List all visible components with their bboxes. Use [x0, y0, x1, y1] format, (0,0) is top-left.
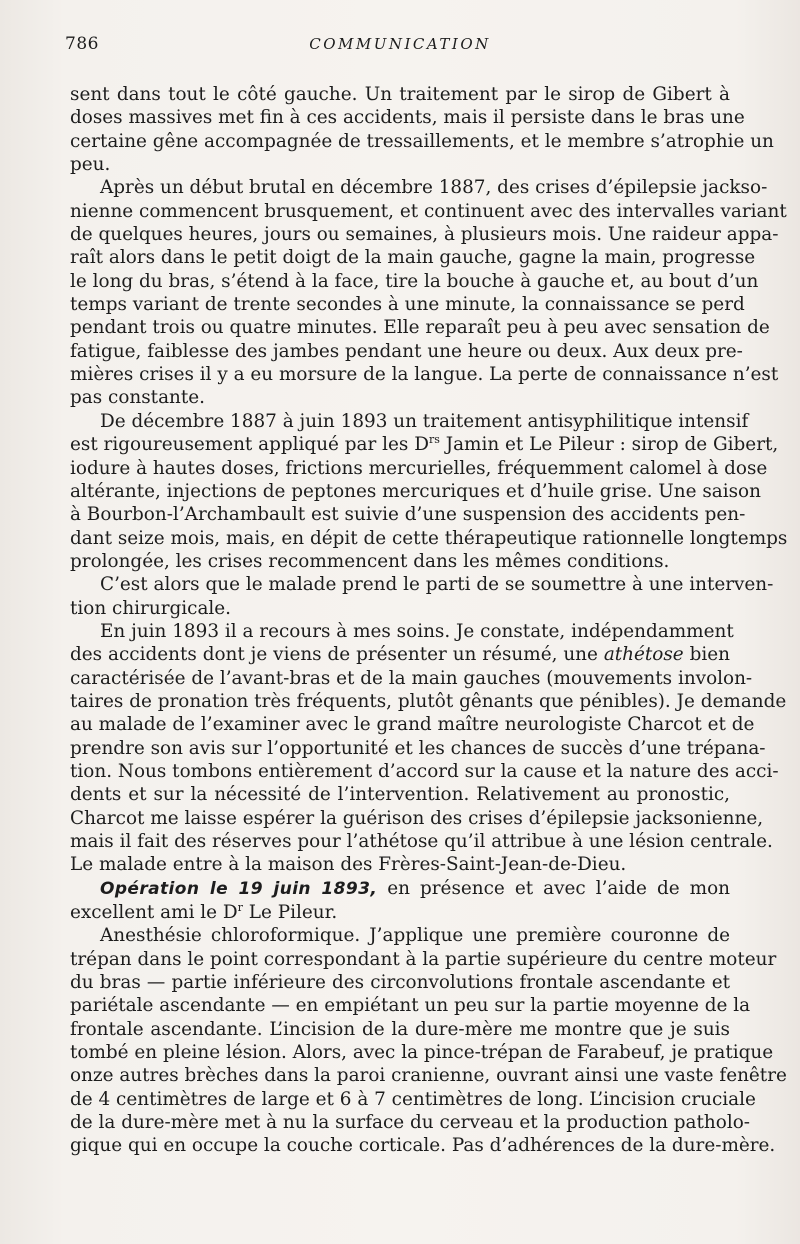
text-line — [70, 643, 730, 666]
text-line: du bras — partie inférieure des circonvolutions frontale ascendante et — [70, 972, 730, 994]
text-line — [70, 877, 730, 901]
text-fragment: des accidents dont je viens de présenter un résumé, une — [70, 644, 604, 666]
paragraph-1 — [70, 83, 774, 176]
text-fragment: bien — [683, 644, 730, 666]
text-line: Après un début brutal en décembre 1887, des crises d’épilepsie jackso- — [100, 177, 768, 199]
text-line: fatigue, faiblesse des jambes pendant une heure ou deux. Aux deux pre- — [70, 340, 743, 362]
paragraph-3 — [70, 410, 788, 573]
text-line: Anesthésie chloroformique. J’applique une première couronne de — [100, 925, 730, 947]
text-line: pariétale ascendante — en empiétant un peu sur la partie moyenne de la — [70, 995, 751, 1017]
text-line: En juin 1893 il a recours à mes soins. Je constate, indépendamment — [100, 620, 734, 642]
text-line: doses massives met fin à ces accidents, mais il persiste dans le bras une — [70, 107, 745, 129]
superscript: r — [237, 900, 243, 914]
text-line: à Bourbon-l’Archambault est suivie d’une suspension des accidents pen- — [70, 504, 746, 526]
text-line: de 4 centimètres de large et 6 à 7 centimètres de long. L’incision cruciale — [70, 1088, 756, 1110]
text-line: peu. — [70, 154, 111, 176]
text-line: iodure à hautes doses, frictions mercurielles, fréquemment calomel à dose — [70, 457, 768, 479]
text-line: nienne commencent brusquement, et continuent avec des intervalles variant — [70, 200, 787, 222]
running-title: COMMUNICATION — [309, 35, 491, 53]
text-line — [70, 433, 779, 456]
text-line: trépan dans le point correspondant à la partie supérieure du centre moteur — [70, 948, 777, 970]
text-line: raît alors dans le petit doigt de la main gauche, gagne la main, progresse — [70, 247, 756, 269]
text-line: temps variant de trente secondes à une minute, la connaissance se perd — [70, 294, 745, 316]
text-line: le long du bras, s’étend à la face, tire la bouche à gauche et, au bout d’un — [70, 270, 759, 292]
page-number: 786 — [65, 34, 99, 54]
text-line: taires de pronation très fréquents, plutôt gênants que pénibles). Je demande — [70, 690, 787, 712]
paragraph-4 — [70, 573, 774, 620]
text-line: caractérisée de l’avant-bras et de la main gauches (mouvements involon- — [70, 667, 753, 689]
text-line: dents et sur la nécessité de l’intervention. Relativement au pronostic, — [70, 784, 730, 806]
text-line: frontale ascendante. L’incision de la dure-mère me montre que je suis — [70, 1018, 730, 1040]
superscript: rs — [428, 433, 440, 447]
paragraph-2 — [70, 176, 787, 409]
paragraph-5 — [70, 620, 787, 877]
body-text — [70, 83, 788, 1158]
text-line: onze autres brèches dans la paroi cranienne, ouvrant ainsi une vaste fenêtre — [70, 1065, 787, 1087]
text-line: tion chirurgicale. — [70, 597, 232, 619]
text-line: altérante, injections de peptones mercuriques et d’huile grise. Une saison — [70, 480, 761, 502]
text-line: mais il fait des réserves pour l’athétose qu’il attribue à une lésion centrale. — [70, 831, 773, 852]
text-line: dant seize mois, mais, en dépit de cette thérapeutique rationnelle longtemps — [70, 527, 788, 549]
text-line: C’est alors que le malade prend le parti de se soumettre à une interven- — [100, 574, 774, 596]
text-line: gique qui en occupe la couche corticale. Pas d’adhérences de la dure-mère. — [70, 1135, 776, 1157]
text-line: prolongée, les crises recommencent dans les mêmes conditions. — [70, 550, 670, 572]
italic-term: athétose — [603, 644, 684, 666]
text-fragment: est rigoureusement appliqué par les D — [70, 434, 429, 456]
text-line: prendre son avis sur l’opportunité et les chances de succès d’une trépana- — [70, 737, 766, 759]
operation-title: Opération le 19 juin 1893, — [100, 878, 378, 899]
text-line: pas constante. — [70, 387, 205, 409]
text-line: pendant trois ou quatre minutes. Elle reparaît peu à peu avec sensation de — [70, 317, 770, 339]
text-line: mières crises il y a eu morsure de la langue. La perte de connaissance n’est — [70, 364, 779, 386]
text-line: de la dure-mère met à nu la surface du cerveau et la production patholo- — [70, 1112, 750, 1134]
text-line: sent dans tout le côté gauche. Un traitement par le sirop de Gibert à — [70, 84, 730, 105]
text-line: Charcot me laisse espérer la guérison des crises d’épilepsie jacksonienne, — [70, 807, 764, 829]
text-line — [70, 901, 730, 924]
paragraph-6 — [70, 877, 730, 925]
text-line: tion. Nous tombons entièrement d’accord sur la cause et la nature des acci- — [70, 760, 779, 782]
text-line: de quelques heures, jours ou semaines, à plusieurs mois. Une raideur appa- — [70, 224, 779, 246]
text-fragment: en présence et avec l’aide de mon — [377, 877, 730, 899]
text-line: certaine gêne accompagnée de tressaillements, et le membre s’atrophie un — [70, 130, 774, 152]
page-header — [65, 34, 735, 58]
paragraph-7 — [70, 924, 787, 1157]
text-fragment: excellent ami le D — [70, 902, 238, 924]
text-fragment: Le Pileur. — [242, 902, 338, 924]
text-line: tombé en pleine lésion. Alors, avec la pince-trépan de Farabeuf, je pratique — [70, 1042, 774, 1064]
text-line: au malade de l’examiner avec le grand maître neurologiste Charcot et de — [70, 714, 755, 736]
text-fragment: Jamin et Le Pileur : sirop de Gibert, — [439, 434, 779, 456]
text-line: De décembre 1887 à juin 1893 un traitement antisyphilitique intensif — [100, 410, 749, 432]
text-line: Le malade entre à la maison des Frères-Saint-Jean-de-Dieu. — [70, 854, 627, 876]
